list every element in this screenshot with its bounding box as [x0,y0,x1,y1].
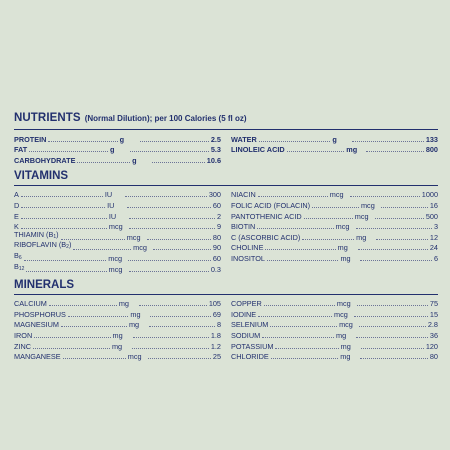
dot-leader [350,196,420,197]
dot-leader [312,207,359,208]
nutrient-label: THIAMIN $(B_1)$ [14,229,59,240]
dot-leader [265,249,335,250]
dot-leader [21,218,107,219]
nutrient-label: MAGNESIUM [14,320,59,330]
nutrient-row [231,210,438,221]
subscript: 1 [53,233,57,240]
nutrient-value: 75 [429,299,439,309]
vitamins-right-column [231,189,438,274]
dot-leader [61,326,127,327]
dot-leader [356,337,428,338]
nutrient-row [231,329,438,340]
dot-leader [24,260,107,261]
dot-leader [73,249,131,250]
nutrient-label: IODINE [231,309,257,319]
nutrient-value: 12 [429,232,439,242]
nutrient-unit: mg [340,341,351,351]
nutrients-header [14,112,438,128]
minerals-right-column [231,298,438,362]
nutrient-row [231,242,438,253]
dot-leader [129,271,209,272]
nutrient-value: 133 [425,134,438,144]
minerals-table [14,298,438,362]
nutrient-unit: mcg [126,232,141,242]
dot-leader [63,358,126,359]
nutrient-value: 500 [425,211,438,221]
nutrient-row [231,319,438,330]
nutrient-unit: mcg [336,299,351,309]
nutrient-value: 36 [429,330,439,340]
nutrient-value: 60 [212,200,221,210]
nutrient-label: MANGANESE [14,352,61,362]
nutrient-row [231,231,438,242]
nutrient-row [231,298,438,309]
nutrient-value: 800 [425,145,438,155]
nutrient-row [14,252,221,263]
dot-leader [21,196,103,197]
nutrient-row [231,308,438,319]
nutrient-label: FAT [14,145,28,155]
dot-leader [302,239,354,240]
nutrient-unit: g [119,134,125,144]
dot-leader [366,151,424,152]
minerals-left-column [14,298,221,362]
nutrient-value: 90 [212,243,222,253]
nutrients-right-column [231,133,438,165]
nutrient-row [14,242,221,253]
nutrient-value: 69 [212,309,221,319]
dot-leader [34,337,110,338]
dot-leader [376,239,428,240]
subscript: 6 [18,254,22,261]
nutrient-label: E [14,211,19,221]
nutrient-label: SODIUM [231,330,261,340]
dot-leader [68,316,128,317]
nutrient-value: 5.3 [210,145,221,155]
nutrient-unit: g [132,155,137,165]
nutrient-label: BIOTIN [231,222,256,232]
dot-leader [262,337,334,338]
dot-leader [148,358,211,359]
nutrient-label: K [14,222,19,232]
minerals-title: MINERALS [14,278,75,291]
nutrient-unit: mcg [360,200,375,210]
nutrient-unit: mcg [133,243,147,253]
nutrient-unit: mg [336,330,347,340]
dot-leader [77,162,130,163]
nutrient-value: 80 [429,352,438,362]
nutrient-row [14,308,221,319]
dot-leader [33,348,110,349]
nutrient-unit: mg [118,299,129,309]
dot-leader [29,151,108,152]
nutrient-unit: mg [128,320,140,330]
nutrient-value: 6 [433,253,438,263]
nutrient-value: 8 [216,320,221,330]
nutrient-label: RIBOFLAVIN $(B_2)$ [14,240,72,251]
dot-leader [49,305,117,306]
nutrient-label: A [14,190,19,200]
nutrient-label: CARBOHYDRATE [14,155,76,165]
nutrient-row [14,329,221,340]
nutrient-value: 3 [433,222,439,232]
dot-leader [275,348,338,349]
nutrient-unit: mg [340,253,351,263]
dot-leader [375,218,424,219]
nutrient-unit: mcg [334,309,348,319]
nutrient-row [231,133,438,144]
nutrient-unit: mg [130,309,141,319]
dot-leader [360,260,432,261]
dot-leader [130,151,209,152]
nutrient-row [231,144,438,155]
nutrient-label: IRON [14,330,33,340]
dot-leader [152,162,205,163]
nutrient-unit: mcg [339,320,353,330]
nutrient-label: C (ASCORBIC ACID) [231,232,301,242]
vitamins-table [14,189,438,274]
nutrient-unit: g [110,145,115,155]
nutrient-label: CALCIUM [14,299,47,309]
nutrient-row [231,340,438,351]
dot-leader [128,260,211,261]
nutrient-label: INOSITOL [231,253,265,263]
dot-leader [357,305,428,306]
dot-leader [271,358,339,359]
nutrient-value: 300 [208,190,221,200]
dot-leader [354,316,428,317]
nutrient-value: 2.5 [210,134,221,144]
nutrient-label: FOLIC ACID (FOLACIN) [231,200,311,210]
nutrient-value: 16 [429,200,438,210]
nutrient-row [14,298,221,309]
nutrient-value: 2 [216,211,221,221]
vitamins-left-column [14,189,221,274]
nutrient-value: 9 [216,222,221,232]
nutrient-value: 2.8 [427,320,438,330]
dot-leader [149,326,215,327]
nutrient-row [14,319,221,330]
subscript: 12 [18,265,25,272]
nutrient-unit: IU [108,211,117,221]
nutrient-row [14,263,221,274]
dot-leader [133,337,209,338]
nutrient-label: PHOSPHORUS [14,309,66,319]
dot-leader [304,218,353,219]
dot-leader [129,228,215,229]
nutrient-label: $B_{12}$ [14,261,25,272]
dot-leader [361,348,424,349]
dot-leader [140,141,209,142]
dot-leader [287,151,345,152]
dot-leader [147,239,211,240]
nutrient-row [14,189,221,200]
nutrient-label: SELENIUM [231,320,269,330]
dot-leader [26,271,106,272]
nutrients-subtitle: (Normal Dilution); per 100 Calories (5 fl oz) [84,114,247,123]
nutrient-value: 1000 [421,190,438,200]
nutrient-unit: mg [346,145,358,155]
dot-leader [258,316,332,317]
nutrient-unit: mcg [108,264,123,274]
dot-leader [139,305,207,306]
nutrient-row [14,351,221,362]
nutrient-unit: g [332,134,337,144]
dot-leader [129,218,215,219]
nutrient-label: $B_6$ [14,250,22,261]
nutrient-unit: mg [356,232,367,242]
nutrients-table [14,133,438,165]
dot-leader [352,141,424,142]
nutrient-unit: mcg [329,190,344,200]
nutrient-row [231,189,438,200]
nutrient-unit: mg [337,243,348,253]
nutrient-row [231,351,438,362]
dot-leader [153,249,211,250]
nutrient-value: 15 [429,309,439,319]
subscript: 2 [66,244,69,251]
nutrient-value: 80 [212,232,222,242]
nutrients-title: NUTRIENTS [14,112,81,124]
nutrient-unit: mcg [108,253,123,263]
nutrient-value: 105 [208,299,221,309]
nutrient-row [14,340,221,351]
nutrient-value: 24 [429,243,438,253]
dot-leader [132,348,209,349]
section-rule [14,294,438,295]
nutrient-label: WATER [231,134,257,144]
nutrient-unit: IU [104,190,113,200]
nutrient-value: 1.8 [210,330,221,340]
nutrients-left-column [14,133,221,165]
dot-leader [267,260,339,261]
nutrient-unit: mcg [108,222,123,232]
nutrient-unit: IU [107,200,115,210]
nutrient-label: LINOLEIC ACID [231,145,285,155]
nutrient-label: POTASSIUM [231,341,274,351]
nutrient-unit: mcg [335,222,350,232]
dot-leader [127,207,211,208]
section-rule [14,129,438,130]
nutrient-row [231,221,438,232]
dot-leader [125,196,207,197]
dot-leader [48,141,117,142]
dot-leader [360,358,428,359]
nutrient-label: ZINC [14,341,32,351]
nutrient-label: CHLORIDE [231,352,269,362]
nutrient-value: 25 [212,352,222,362]
nutrient-value: 10.6 [206,155,221,165]
dot-leader [257,228,333,229]
dot-leader [259,141,331,142]
dot-leader [258,196,328,197]
dot-leader [21,207,105,208]
nutrient-label: CHOLINE [231,243,264,253]
dot-leader [270,326,337,327]
nutrient-label: COPPER [231,299,262,309]
nutrient-label: D [14,200,20,210]
nutrient-label: NIACIN [231,190,256,200]
nutrient-row [14,133,221,144]
nutrient-row [14,210,221,221]
nutrient-unit: mg [112,330,123,340]
dot-leader [356,228,432,229]
nutrient-value: 0.3 [210,264,221,274]
nutrient-label: PANTOTHENIC ACID [231,211,302,221]
dot-leader [359,326,426,327]
vitamins-title: VITAMINS [14,169,69,182]
nutrient-unit: mg [111,341,123,351]
nutrient-row [14,199,221,210]
nutrient-row [14,154,221,165]
nutrition-panel [14,112,438,361]
dot-leader [381,207,428,208]
nutrient-row [231,252,438,263]
nutrient-row [231,199,438,210]
nutrient-unit: mcg [127,352,142,362]
nutrient-unit: mcg [354,211,369,221]
dot-leader [150,316,210,317]
section-rule [14,185,438,186]
dot-leader [264,305,335,306]
nutrient-value: 60 [212,253,221,263]
nutrient-value: 1.2 [210,341,221,351]
dot-leader [358,249,428,250]
nutrient-value: 120 [425,341,438,351]
nutrient-label: PROTEIN [14,134,47,144]
nutrient-row [14,144,221,155]
nutrient-unit: mg [340,352,351,362]
